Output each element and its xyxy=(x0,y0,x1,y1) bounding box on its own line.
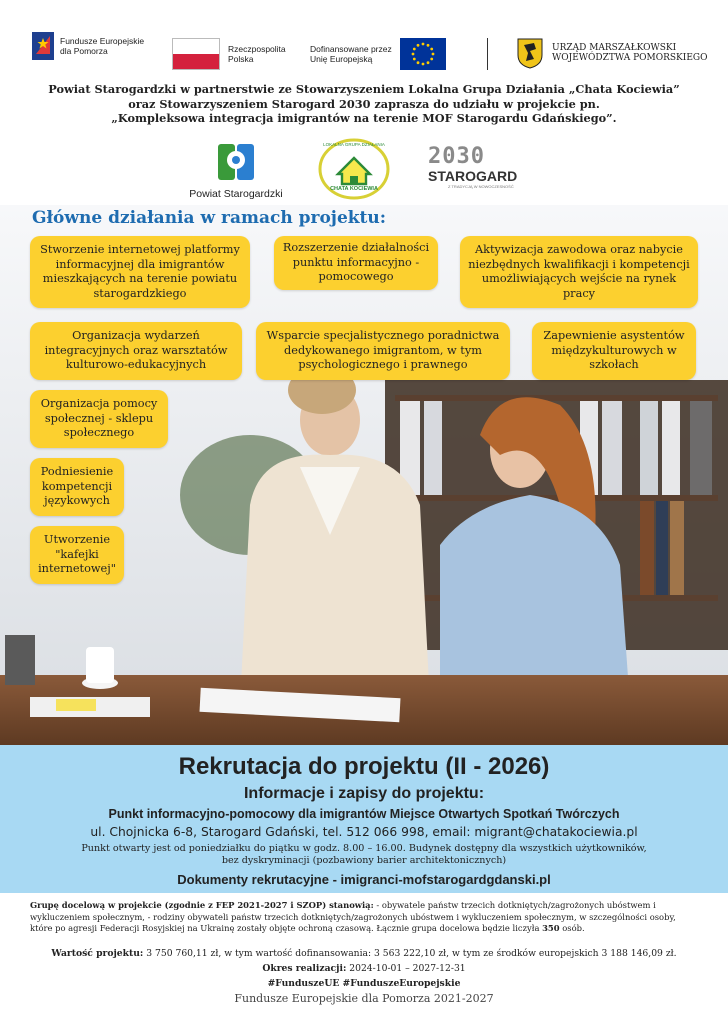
um-logo-line1: URZĄD MARSZAŁKOWSKI xyxy=(552,43,677,53)
starogard-year: 2030 xyxy=(428,144,485,169)
target-group-suffix: osób. xyxy=(559,923,585,934)
ue-logo xyxy=(310,38,446,70)
target-group-count: 350 xyxy=(542,923,560,934)
action-bubble-platform xyxy=(30,236,250,308)
action-text: Zapewnienie asystentów międzykulturowych w szkołach xyxy=(543,329,685,372)
opening-hours-line2: bez dyskryminacji (pozbawiony barier architektonicznych) xyxy=(221,855,507,866)
intro-line1: Powiat Starogardzki w partnerstwie ze Stowarzyszeniem Lokalna Grupa Działania „Chata Kociewia” xyxy=(48,82,680,96)
ue-logo-line1: Dofinansowane przez xyxy=(310,44,392,54)
fe-logo-line2: dla Pomorza xyxy=(60,46,108,56)
action-text: Podniesienie kompetencji językowych xyxy=(40,465,114,508)
chata-name-text: CHATA KOCIEWIA xyxy=(330,186,378,192)
rp-logo-line2: Polska xyxy=(228,54,254,64)
project-period xyxy=(0,963,728,974)
action-bubble-events xyxy=(30,322,242,380)
hashtags: #FunduszeUE #FunduszeEuropejskie xyxy=(267,978,461,989)
action-bubble-internet-cafe xyxy=(30,526,124,584)
target-group-label: Grupę docelową w projekcie (zgodnie z FEP 2021-2027 i SZOP) stanowią: xyxy=(30,900,374,910)
intro-line3: „Kompleksowa integracja imigrantów na terenie MOF Starogardu Gdańskiego”. xyxy=(111,111,617,125)
action-bubble-counselling xyxy=(256,322,510,380)
action-bubble-assistants xyxy=(532,322,696,380)
action-bubble-activation xyxy=(460,236,698,308)
logo-bar xyxy=(0,0,728,80)
program-name: Fundusze Europejskie dla Pomorza 2021-2027 xyxy=(234,992,494,1005)
powiat-logo-label: Powiat Starogardzki xyxy=(189,188,283,200)
rp-logo xyxy=(172,38,286,70)
starogard-tagline: Z TRADYCJĄ W NOWOCZESNOŚĆ xyxy=(448,184,514,189)
action-bubble-social-shop xyxy=(30,390,168,448)
chata-ring-text: LOKALNA GRUPA DZIAŁANIA xyxy=(323,142,385,147)
project-value xyxy=(0,948,728,959)
action-bubble-info-point xyxy=(274,236,438,290)
intro-text xyxy=(20,82,708,126)
fe-logo-line1: Fundusze Europejskie xyxy=(60,36,145,46)
ue-logo-line2: Unię Europejską xyxy=(310,54,373,64)
powiat-crest-icon xyxy=(216,142,256,182)
project-period-text: 2024-10-01 – 2027-12-31 xyxy=(346,963,466,974)
rp-logo-line1: Rzeczpospolita xyxy=(228,44,286,54)
griffin-crest-icon xyxy=(516,37,544,69)
fe-pomorza-logo xyxy=(32,32,144,60)
recruitment-panel xyxy=(0,745,728,893)
opening-hours xyxy=(60,843,668,867)
action-text: Aktywizacja zawodowa oraz nabycie niezbędnych kwalifikacji i kompetencji umożliwiających wejście na rynek pracy xyxy=(468,243,690,300)
recruitment-subtitle: Informacje i zapisy do projektu: xyxy=(243,785,485,802)
recruitment-title: Rekrutacja do projektu (II - 2026) xyxy=(178,753,550,780)
project-value-text: 3 750 760,11 zł, w tym wartość dofinansowania: 3 563 222,10 zł, w tym ze środków europejskich 3 188 146,09 zł. xyxy=(143,948,677,959)
opening-hours-line1: Punkt otwarty jest od poniedziałku do piątku w godz. 8.00 – 16.00. Budynek dostępny dla wszystkich użytkowników, xyxy=(81,843,647,854)
powiat-logo xyxy=(186,142,286,200)
intro-line2: oraz Stowarzyszeniem Starogard 2030 zaprasza do udziału w projekcie pn. xyxy=(128,96,600,111)
um-logo xyxy=(516,37,707,69)
action-text: Utworzenie "kafejki internetowej" xyxy=(38,533,116,576)
project-period-label: Okres realizacji: xyxy=(262,963,347,974)
contact-address: ul. Chojnicka 6-8, Starogard Gdański, tel. 512 066 998, email: migrant@chatakociewia.pl xyxy=(90,825,638,839)
chata-kociewia-logo xyxy=(318,138,390,202)
target-group-text xyxy=(30,900,698,935)
fe-star-icon xyxy=(32,32,54,60)
polish-flag-icon xyxy=(172,38,220,70)
action-text: Organizacja pomocy społecznej - sklepu społecznego xyxy=(40,397,158,440)
starogard-2030-logo xyxy=(428,146,538,189)
um-logo-line2: WOJEWÓDZTWA POMORSKIEGO xyxy=(552,53,708,63)
eu-flag-icon xyxy=(400,38,446,70)
action-text: Organizacja wydarzeń integracyjnych oraz warsztatów kulturowo-edukacyjnych xyxy=(44,329,228,372)
action-text: Rozszerzenie działalności punktu informacyjno -pomocowego xyxy=(282,241,430,284)
starogard-name: STAROGARD xyxy=(428,168,518,184)
action-text: Stworzenie internetowej platformy informacyjnej dla imigrantów mieszkających na terenie powiatu starogardzkiego xyxy=(40,243,240,300)
logo-divider xyxy=(487,38,488,70)
footer xyxy=(0,893,728,1024)
recruitment-documents-link[interactable]: Dokumenty rekrutacyjne - imigranci-mofstarogardgdanski.pl xyxy=(177,872,551,887)
section-title: Główne działania w ramach projektu: xyxy=(32,208,387,228)
action-bubble-language xyxy=(30,458,124,516)
info-point-name: Punkt informacyjno-pomocowy dla imigrantów Miejsce Otwartych Spotkań Twórczych xyxy=(108,807,620,821)
action-text: Wsparcie specjalistycznego poradnictwa dedykowanego imigrantom, w tym psychologicznego i prawnego xyxy=(266,329,500,372)
project-value-label: Wartość projektu: xyxy=(51,948,144,959)
target-group-description: - obywatele państw trzecich dotkniętych/zagrożonych ubóstwem i wykluczeniem społecznym, - rodziny obywateli państw trzecich dotkniętych/zagrożonych ubóstwem i wykluczeniem społecznym, w szczególności osoby, które po agresji Federacji Rosyjskiej na Ukrainę zostały objęte ochroną czasową. Łącznie grupa docelowa będzie liczyła xyxy=(30,900,676,934)
